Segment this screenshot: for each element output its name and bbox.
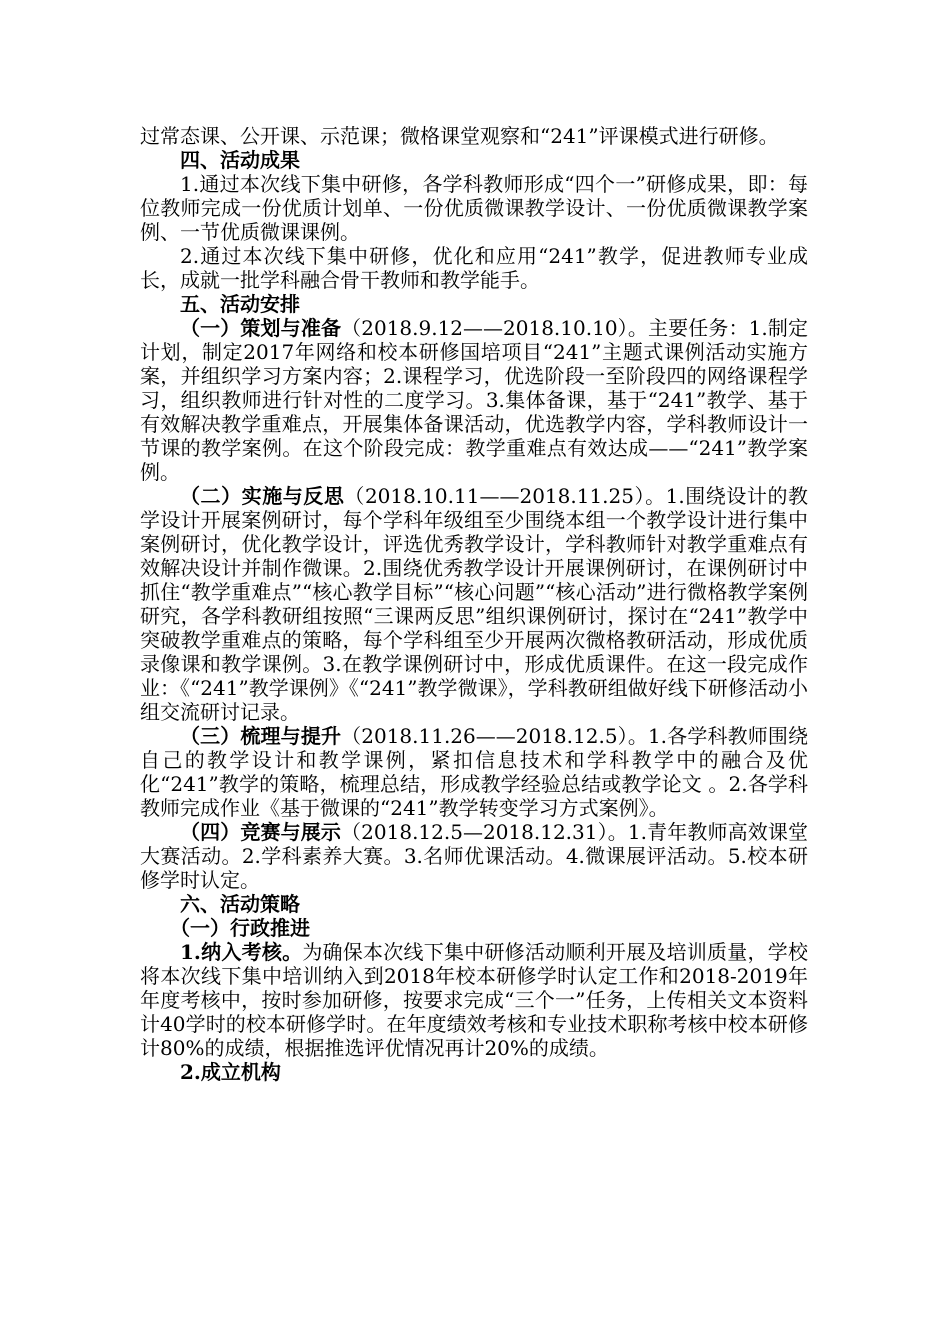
section-heading-strategy: 六、活动策略 bbox=[180, 892, 300, 916]
paragraph-results-2: 2.通过本次线下集中研修，优化和应用“241”教学，促进教师专业成长，成就一批学科融合骨干教师和教学能手。 bbox=[140, 244, 808, 292]
section-heading-results: 四、活动成果 bbox=[180, 148, 300, 172]
paragraph-lead: （三）梳理与提升 bbox=[180, 724, 342, 748]
paragraph-body: （2018.12.5—2018.12.31）。1.青年教师高效课堂大赛活动。2.学科素养大赛。3.名师优课活动。4.微课展评活动。5.校本研修学时认定。 bbox=[140, 820, 808, 892]
paragraph-arrangement-1 bbox=[140, 316, 808, 484]
paragraph-arrangement-2 bbox=[140, 484, 808, 724]
paragraph-lead: （一）策划与准备 bbox=[180, 316, 342, 340]
paragraph-body: （2018.9.12——2018.10.10）。主要任务：1.制定计划，制定2017年网络和校本研修国培项目“241”主题式课例活动实施方案，并组织学习方案内容；2.课程学习，优选阶段一至阶段四的网络课程学习，组织教师进行针对性的二度学习。3.集体备课，基于“241”教学、基于有效解决教学重难点，开展集体备课活动，优选教学内容，学科教师设计一节课的教学案例。在这个阶段完成：教学重难点有效达成——“241”教学案例。 bbox=[140, 316, 809, 484]
subsection-heading-admin: （一）行政推进 bbox=[170, 916, 310, 940]
paragraph-lead: 1.纳入考核。 bbox=[180, 940, 303, 964]
paragraph-body: （2018.10.11——2018.11.25）。1.围绕设计的教学设计开展案例研讨，每个学科年级组至少围绕本组一个教学设计进行集中案例研讨，优化教学设计，评选优秀教学设计，学科教师针对教学重难点有效解决设计并制作微课。2.围绕优秀教学设计开展课例研讨，在课例研讨中抓住“教学重难点”“核心教学目标”“核心问题”“核心活动”进行微格教学案例研究，各学科教研组按照“三课两反思”组织课例研讨，探讨在“241”教学中突破教学重难点的策略，每个学科组至少开展两次微格教研活动，形成优质录像课和教学课例。3.在教学课例研讨中，形成优质课件。在这一段完成作业：《“241”教学课例》《“241”教学微课》，学科教研组做好线下研修活动小组交流研讨记录。 bbox=[140, 484, 809, 724]
item-heading-organization: 2.成立机构 bbox=[180, 1060, 281, 1084]
paragraph-lead: （四）竞赛与展示 bbox=[180, 820, 342, 844]
document-page bbox=[140, 124, 808, 1084]
paragraph-lead: （二）实施与反思 bbox=[180, 484, 345, 508]
paragraph-continued: 过常态课、公开课、示范课；微格课堂观察和“241”评课模式进行研修。 bbox=[140, 124, 779, 148]
paragraph-arrangement-4 bbox=[140, 820, 808, 892]
paragraph-body: （2018.11.26——2018.12.5）。1.各学科教师围绕自己的教学设计和教学课例，紧扣信息技术和学科教学中的融合及优化“241”教学的策略，梳理总结，形成教学经验总结或教学论文 。2.各学科教师完成作业《基于微课的“241”教学转变学习方式案例》。 bbox=[140, 724, 809, 820]
paragraph-arrangement-3 bbox=[140, 724, 808, 820]
paragraph-results-1: 1.通过本次线下集中研修，各学科教师形成“四个一”研修成果，即：每位教师完成一份优质计划单、一份优质微课教学设计、一份优质微课教学案例、一节优质微课课例。 bbox=[140, 172, 808, 244]
section-heading-arrangement: 五、活动安排 bbox=[180, 292, 300, 316]
paragraph-body: 为确保本次线下集中研修活动顺利开展及培训质量，学校将本次线下集中培训纳入到2018年校本研修学时认定工作和2018-2019年年度考核中，按时参加研修，按要求完成“三个一”任务，上传相关文本资料计40学时的校本研修学时。在年度绩效考核和专业技术职称考核中校本研修计80%的成绩，根据推选评优情况再计20%的成绩。 bbox=[140, 940, 808, 1060]
paragraph-strategy-1 bbox=[140, 940, 808, 1060]
